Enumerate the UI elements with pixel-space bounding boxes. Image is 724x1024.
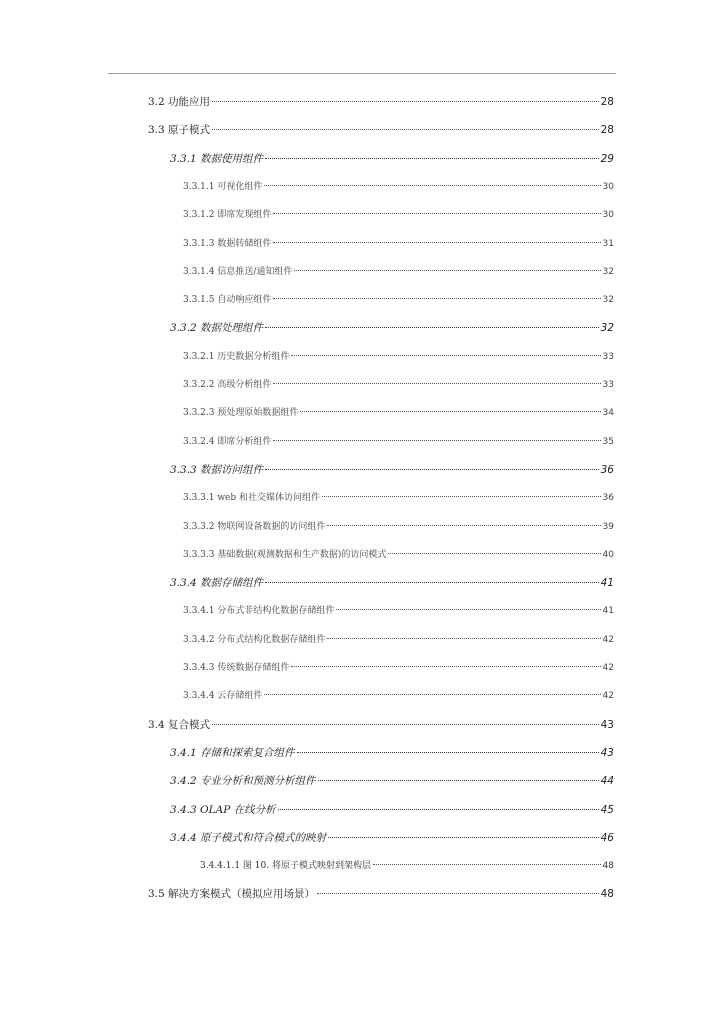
toc-page-number: 48 bbox=[600, 888, 614, 901]
toc-entry-title: 3.3.4.1 分布式非结构化数据存储组件 bbox=[183, 606, 335, 617]
toc-page-number: 36 bbox=[600, 463, 614, 476]
toc-page-number: 32 bbox=[600, 322, 614, 335]
toc-entry-title: 3.3.1.3 数据转储组件 bbox=[183, 238, 272, 249]
toc-entry[interactable] bbox=[183, 349, 614, 365]
toc-entry[interactable] bbox=[148, 122, 614, 138]
toc-entry-title: 3.5 解决方案模式（模拟应用场景） bbox=[148, 888, 316, 901]
toc-entry[interactable] bbox=[170, 151, 614, 167]
toc-dot-leader bbox=[388, 553, 600, 554]
toc-page-number: 42 bbox=[602, 691, 614, 702]
header-rule bbox=[108, 73, 616, 74]
toc-entry-title: 3.4.2 专业分析和预测分析组件 bbox=[170, 775, 316, 788]
toc-page-number: 34 bbox=[602, 408, 614, 419]
toc-entry-title: 3.3.4 数据存储组件 bbox=[170, 577, 264, 590]
toc-entry[interactable] bbox=[148, 717, 614, 733]
toc-dot-leader bbox=[318, 780, 599, 781]
toc-page-number: 45 bbox=[600, 803, 614, 816]
toc-page-number: 48 bbox=[602, 861, 614, 872]
toc-entry-title: 3.3.3.1 web 和社交媒体访问组件 bbox=[183, 493, 321, 504]
toc-entry-title: 3.3.3 数据访问组件 bbox=[170, 463, 264, 476]
toc-entry-title: 3.4.3 OLAP 在线分析 bbox=[170, 803, 276, 816]
toc-dot-leader bbox=[294, 270, 600, 271]
toc-entry[interactable] bbox=[183, 179, 614, 195]
toc-entry-title: 3.3.2.3 预处理原始数据组件 bbox=[183, 408, 299, 419]
toc-entry-title: 3.3.3.3 基础数据(观测数据和生产数据)的访问模式 bbox=[183, 549, 387, 560]
toc-entry-title: 3.3.4.4 云存储组件 bbox=[183, 691, 263, 702]
toc-page-number: 28 bbox=[600, 124, 614, 137]
toc-entry[interactable] bbox=[183, 547, 614, 563]
toc-dot-leader bbox=[291, 666, 600, 667]
toc-entry[interactable] bbox=[170, 802, 614, 818]
toc-entry[interactable] bbox=[148, 94, 614, 110]
toc-entry-title: 3.3.2.4 即席分析组件 bbox=[183, 436, 272, 447]
toc-page-number: 44 bbox=[600, 775, 614, 788]
toc-dot-leader bbox=[273, 242, 600, 243]
toc-page-number: 43 bbox=[600, 718, 614, 731]
toc-dot-leader bbox=[212, 101, 599, 102]
toc-page-number: 46 bbox=[600, 831, 614, 844]
toc-dot-leader bbox=[265, 469, 599, 470]
toc-dot-leader bbox=[212, 724, 599, 725]
toc-entry[interactable] bbox=[170, 575, 614, 591]
toc-entry[interactable] bbox=[183, 519, 614, 535]
toc-entry[interactable] bbox=[183, 603, 614, 619]
toc-page-number: 30 bbox=[602, 210, 614, 221]
toc-entry-title: 3.3.2 数据处理组件 bbox=[170, 322, 264, 335]
toc-page-number: 41 bbox=[602, 606, 614, 617]
toc-page-number: 28 bbox=[600, 96, 614, 108]
toc-page-number: 39 bbox=[602, 521, 614, 532]
toc-entry-title: 3.3.1.4 信息推送/通知组件 bbox=[183, 266, 293, 277]
toc-page-number: 41 bbox=[600, 577, 614, 590]
toc-entry[interactable] bbox=[183, 490, 614, 506]
toc-page-number: 33 bbox=[602, 351, 614, 362]
toc-entry-title: 3.4.1 存储和探索复合组件 bbox=[170, 746, 295, 759]
toc-dot-leader bbox=[273, 298, 600, 299]
toc-page-number: 31 bbox=[602, 238, 614, 249]
toc-entry-title: 3.3.4.2 分布式结构化数据存储组件 bbox=[183, 634, 326, 645]
toc-page-number: 43 bbox=[600, 746, 614, 759]
toc-dot-leader bbox=[328, 837, 599, 838]
toc-entry[interactable] bbox=[148, 886, 614, 902]
toc-entry[interactable] bbox=[183, 236, 614, 252]
toc-entry[interactable] bbox=[183, 660, 614, 676]
toc-entry[interactable] bbox=[170, 320, 614, 336]
toc-entry[interactable] bbox=[183, 405, 614, 421]
toc-dot-leader bbox=[322, 496, 601, 497]
toc-dot-leader bbox=[264, 694, 600, 695]
toc-page-number: 29 bbox=[600, 152, 614, 165]
toc-dot-leader bbox=[327, 525, 600, 526]
toc-entry-title: 3.3.1.5 自动响应组件 bbox=[183, 295, 272, 306]
toc-entry[interactable] bbox=[183, 434, 614, 450]
toc-dot-leader bbox=[373, 864, 601, 865]
toc-dot-leader bbox=[273, 383, 600, 384]
toc-dot-leader bbox=[291, 355, 600, 356]
toc-dot-leader bbox=[278, 809, 599, 810]
toc-entry-title: 3.3 原子模式 bbox=[148, 124, 211, 137]
toc-page-number: 36 bbox=[602, 493, 614, 504]
toc-dot-leader bbox=[336, 609, 600, 610]
toc-page-number: 40 bbox=[602, 549, 614, 560]
toc-entry-title: 3.2 功能应用 bbox=[148, 96, 211, 108]
toc-page-number: 33 bbox=[602, 380, 614, 390]
toc-entry[interactable] bbox=[200, 858, 614, 874]
toc-page-number: 35 bbox=[602, 436, 614, 447]
toc-entry-title: 3.3.4.3 传统数据存储组件 bbox=[183, 663, 290, 673]
toc-dot-leader bbox=[317, 893, 599, 894]
toc-dot-leader bbox=[265, 158, 599, 159]
toc-dot-leader bbox=[212, 129, 599, 130]
toc-entry[interactable] bbox=[170, 462, 614, 478]
toc-entry-title: 3.3.1 数据使用组件 bbox=[170, 152, 264, 165]
toc-dot-leader bbox=[273, 213, 600, 214]
toc-entry[interactable] bbox=[183, 207, 614, 223]
toc-entry[interactable] bbox=[183, 292, 614, 308]
toc-dot-leader bbox=[300, 411, 600, 412]
toc-dot-leader bbox=[273, 440, 600, 441]
toc-page-number: 42 bbox=[602, 634, 614, 645]
toc-entry[interactable] bbox=[170, 830, 614, 846]
toc-dot-leader bbox=[297, 752, 599, 753]
toc-page-number: 42 bbox=[602, 663, 614, 673]
toc-page-number: 32 bbox=[602, 295, 614, 306]
toc-entry[interactable] bbox=[183, 264, 614, 280]
toc-entry-title: 3.3.2.1 历史数据分析组件 bbox=[183, 351, 290, 362]
toc-page-number: 30 bbox=[602, 181, 614, 192]
toc-entry[interactable] bbox=[183, 688, 614, 704]
toc-entry-title: 3.3.1.2 即席发现组件 bbox=[183, 210, 272, 221]
toc-dot-leader bbox=[265, 582, 599, 583]
toc-page-number: 32 bbox=[602, 266, 614, 277]
toc-entry-title: 3.4.4.1.1 图 10. 将原子模式映射到架构层 bbox=[200, 861, 371, 872]
toc-entry-title: 3.3.2.2 高级分析组件 bbox=[183, 380, 272, 390]
toc-dot-leader bbox=[265, 327, 599, 328]
toc-entry[interactable] bbox=[183, 632, 614, 648]
toc-entry[interactable] bbox=[183, 377, 614, 393]
toc-entry-title: 3.3.3.2 物联网设备数据的访问组件 bbox=[183, 521, 326, 532]
toc-entry-title: 3.3.1.1 可视化组件 bbox=[183, 181, 263, 192]
toc-entry[interactable] bbox=[170, 773, 614, 789]
toc-entry-title: 3.4.4 原子模式和符合模式的映射 bbox=[170, 831, 327, 844]
toc-entry-title: 3.4 复合模式 bbox=[148, 718, 211, 731]
toc-dot-leader bbox=[327, 638, 600, 639]
toc-dot-leader bbox=[264, 185, 600, 186]
toc-entry[interactable] bbox=[170, 745, 614, 761]
